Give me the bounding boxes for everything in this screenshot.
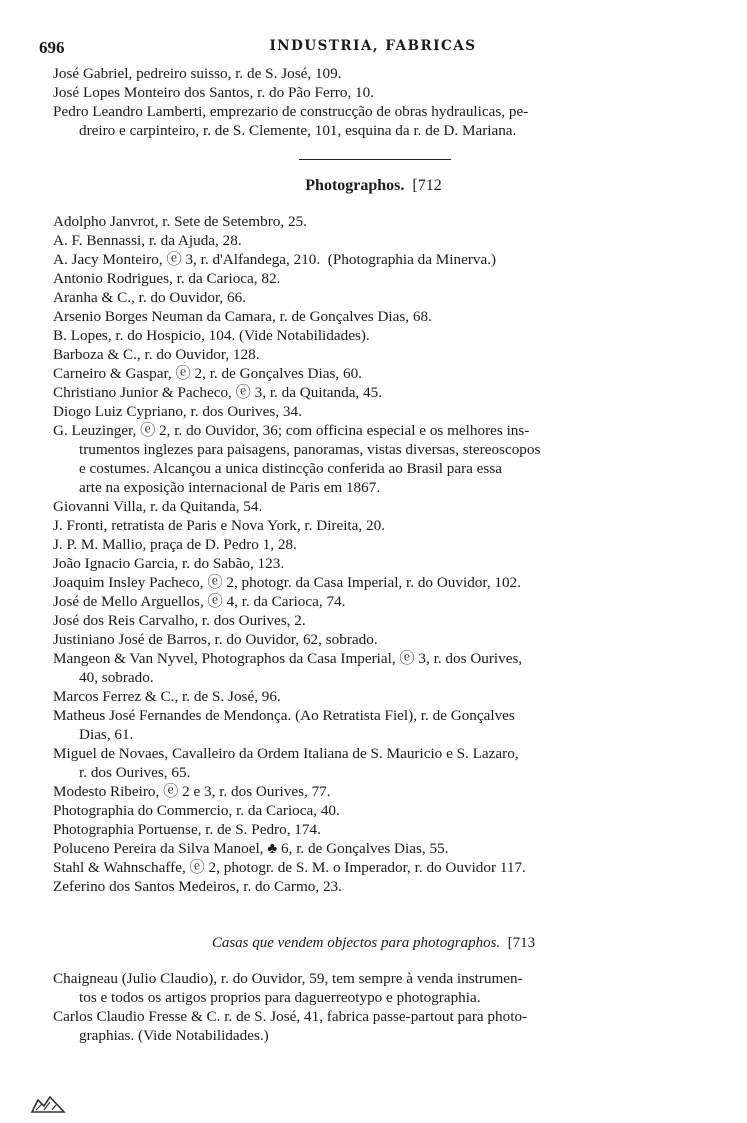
list-entry: A. F. Bennassi, r. da Ajuda, 28.: [53, 232, 242, 249]
list-entry-continuation: e costumes. Alcançou a unica distincção conferida ao Brasil para essa: [79, 460, 502, 477]
list-entry: José Gabriel, pedreiro suisso, r. de S. José, 109.: [53, 65, 342, 82]
list-entry: Miguel de Novaes, Cavalleiro da Ordem Italiana de S. Mauricio e S. Lazaro,: [53, 745, 519, 762]
list-entry: Poluceno Pereira da Silva Manoel, ♣ 6, r. de Gonçalves Dias, 55.: [53, 840, 449, 857]
list-entry: Photographia Portuense, r. de S. Pedro, 174.: [53, 821, 321, 838]
list-entry-continuation: r. dos Ourives, 65.: [79, 764, 191, 781]
list-entry: Carneiro & Gaspar, ⓔ 2, r. de Gonçalves Dias, 60.: [53, 365, 362, 382]
list-entry-continuation: dreiro e carpinteiro, r. de S. Clemente, 101, esquina da r. de D. Mariana.: [79, 122, 517, 139]
list-entry: Giovanni Villa, r. da Quitanda, 54.: [53, 498, 263, 515]
list-entry: Modesto Ribeiro, ⓔ 2 e 3, r. dos Ourives, 77.: [53, 783, 331, 800]
section-title: Casas que vendem objectos para photographos.: [211, 935, 501, 951]
list-entry: Zeferino dos Santos Medeiros, r. do Carmo, 23.: [53, 878, 342, 895]
section-number: [712: [412, 177, 442, 194]
list-entry: Antonio Rodrigues, r. da Carioca, 82.: [53, 270, 281, 287]
list-entry: A. Jacy Monteiro, ⓔ 3, r. d'Alfandega, 210. (Photographia da Minerva.): [53, 251, 497, 268]
list-entry: Barboza & C., r. do Ouvidor, 128.: [53, 346, 260, 363]
list-entry-continuation: 40, sobrado.: [79, 669, 154, 686]
list-entry: Matheus José Fernandes de Mendonça. (Ao Retratista Fiel), r. de Gonçalves: [53, 707, 515, 724]
section-title: Photographos.: [305, 177, 405, 194]
list-entry: Photographia do Commercio, r. da Carioca, 40.: [53, 802, 340, 819]
section-heading-sellers: [0, 935, 747, 952]
list-entry: Aranha & C., r. do Ouvidor, 66.: [53, 289, 247, 306]
list-entry-continuation: tos e todos os artigos proprios para daguerreotypo e photographia.: [79, 989, 481, 1006]
list-entry: Marcos Ferrez & C., r. de S. José, 96.: [53, 688, 281, 705]
list-entry: Joaquim Insley Pacheco, ⓔ 2, photogr. da Casa Imperial, r. do Ouvidor, 102.: [53, 574, 522, 591]
list-entry-continuation: graphias. (Vide Notabilidades.): [79, 1027, 269, 1044]
running-title: INDUSTRIA, FABRICAS: [269, 38, 477, 54]
list-entry-continuation: arte na exposição internacional de Paris em 1867.: [79, 479, 381, 496]
list-entry: José Lopes Monteiro dos Santos, r. do Pão Ferro, 10.: [53, 84, 375, 101]
list-entry: Adolpho Janvrot, r. Sete de Setembro, 25.: [53, 213, 307, 230]
list-entry-continuation: trumentos inglezes para paisagens, panoramas, vistas diversas, stereoscopos: [79, 441, 541, 458]
list-entry: Diogo Luiz Cypriano, r. dos Ourives, 34.: [53, 403, 302, 420]
list-entry: Mangeon & Van Nyvel, Photographos da Casa Imperial, ⓔ 3, r. dos Ourives,: [53, 650, 523, 667]
list-entry: Stahl & Wahnschaffe, ⓔ 2, photogr. de S. M. o Imperador, r. do Ouvidor 117.: [53, 859, 526, 876]
list-entry: B. Lopes, r. do Hospicio, 104. (Vide Notabilidades).: [53, 327, 370, 344]
list-entry: Christiano Junior & Pacheco, ⓔ 3, r. da Quitanda, 45.: [53, 384, 383, 401]
section-heading-photographos: [0, 177, 747, 195]
section-number: [713: [507, 935, 536, 951]
list-entry: Justiniano José de Barros, r. do Ouvidor, 62, sobrado.: [53, 631, 378, 648]
list-entry: José dos Reis Carvalho, r. dos Ourives, 2.: [53, 612, 306, 629]
list-entry: Chaigneau (Julio Claudio), r. do Ouvidor, 59, tem sempre à venda instrumen-: [53, 970, 523, 987]
list-entry: Carlos Claudio Fresse & C. r. de S. José, 41, fabrica passe-partout para photo-: [53, 1008, 528, 1025]
list-entry: J. P. M. Mallio, praça de D. Pedro 1, 28.: [53, 536, 297, 553]
list-entry: G. Leuzinger, ⓔ 2, r. do Ouvidor, 36; com officina especial e os melhores ins-: [53, 422, 530, 439]
page-header: [39, 38, 693, 58]
library-stamp-icon: [30, 1094, 66, 1114]
list-entry: Arsenio Borges Neuman da Camara, r. de Gonçalves Dias, 68.: [53, 308, 432, 325]
page-number: 696: [39, 38, 65, 57]
section-divider: [299, 159, 451, 160]
list-entry-continuation: Dias, 61.: [79, 726, 134, 743]
list-entry: José de Mello Arguellos, ⓔ 4, r. da Carioca, 74.: [53, 593, 346, 610]
list-entry: J. Fronti, retratista de Paris e Nova York, r. Direita, 20.: [53, 517, 385, 534]
list-entry: Pedro Leandro Lamberti, emprezario de construcção de obras hydraulicas, pe-: [53, 103, 529, 120]
list-entry: João Ignacio Garcia, r. do Sabão, 123.: [53, 555, 285, 572]
